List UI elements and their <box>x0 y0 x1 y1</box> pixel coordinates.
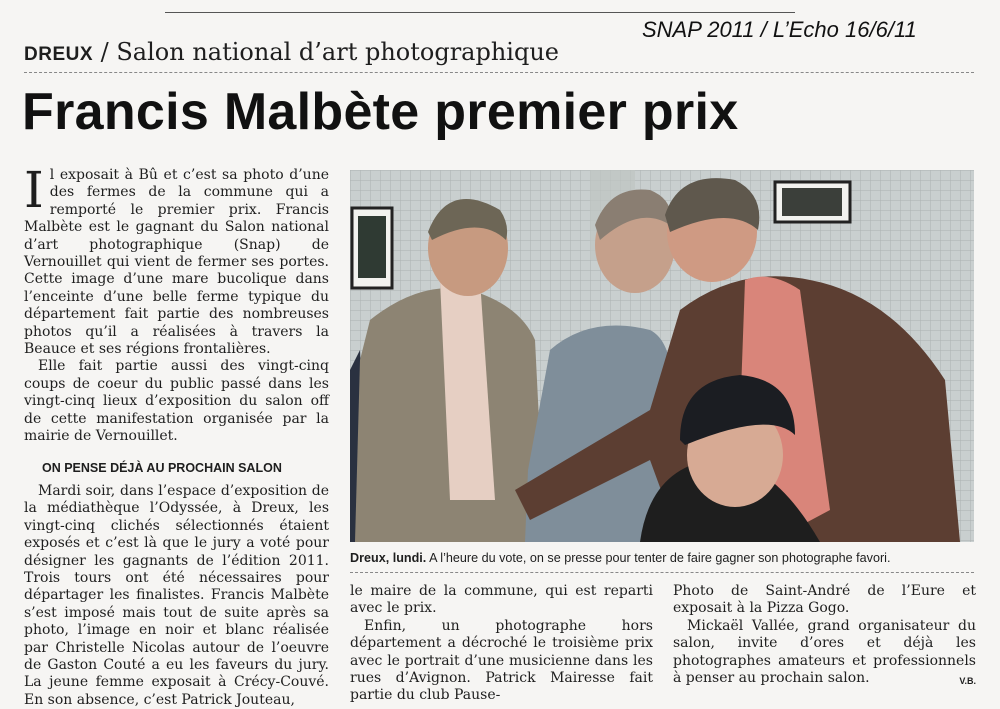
paragraph: Il exposait à Bû et c’est sa photo d’une des fermes de la commune qui a remporté le premier prix. Francis Malbète est le gagnant du Salon national d’art photographique (Snap) de Vernouillet qui vient de fermer ses portes. Cette image d’une mare bucolique dans l’enceinte d’une belle ferme typique du département fait partie des nombreuses photos qu’il a réalisées à travers la Beauce et ses régions frontalières. <box>24 161 329 358</box>
news-photo <box>350 170 974 542</box>
author-signature: V.B. <box>959 676 976 687</box>
rubric-city: DREUX <box>24 44 94 65</box>
top-rule <box>165 12 795 13</box>
article-column-2 <box>350 583 653 705</box>
paragraph: Enfin, un photographe hors département a décroché le troisième prix avec le portrait d’une musicienne dans les rues d’Avignon. Patrick Mairesse fait partie du club Pause- <box>350 617 653 704</box>
article-column-3 <box>673 583 976 691</box>
caption-lead: Dreux, lundi. <box>350 551 427 565</box>
photo-caption <box>350 551 974 565</box>
headline: Francis Malbète premier prix <box>22 83 739 141</box>
rubric-separator: / <box>93 38 117 66</box>
rubric-divider <box>24 72 974 73</box>
caption-text: A l’heure du vote, on se presse pour tenter de faire gagner son photographe favori. <box>426 551 891 565</box>
rubric-topic: Salon national d’art photographique <box>116 38 559 66</box>
article-column-1 <box>24 161 329 709</box>
paragraph: le maire de la commune, qui est reparti avec le prix. <box>350 583 653 617</box>
caption-divider <box>350 572 974 573</box>
paragraph: Mardi soir, dans l’espace d’exposition de la médiathèque l’Odyssée, à Dreux, les vingt-cinq clichés sélectionnés étaient exposés et c’est là que le jury a voté pour désigner les gagnants de l’édition 2011. Trois tours ont été nécessaires pour départager les finalistes. Francis Malbète s’est imposé mais tout de suite après sa photo, l’image en noir et blanc réalisée par Christelle Nicolas autour de l’oeuvre de Gaston Couté a eu les faveurs du jury. La jeune femme exposait à Crécy-Couvé. En son absence, c’est Patrick Jouteau, <box>24 482 329 708</box>
paragraph: Elle fait partie aussi des vingt-cinq coups de coeur du public passé dans les vingt-cinq lieux d’exposition du salon off de cette manifestation organisée par la mairie de Vernouillet. <box>24 358 329 445</box>
drop-cap: I <box>24 161 44 219</box>
paragraph: Photo de Saint-André de l’Eure et exposait à la Pizza Gogo. <box>673 583 976 617</box>
source-stamp: SNAP 2011 / L’Echo 16/6/11 <box>642 17 917 42</box>
section-rubric <box>24 38 559 66</box>
subheading: ON PENSE DÉJÀ AU PROCHAIN SALON <box>42 460 282 475</box>
paragraph: Mickaël Vallée, grand organisateur du salon, invite d’ores et déjà les photographes amateurs et professionnels à penser au prochain salon. <box>673 617 976 687</box>
